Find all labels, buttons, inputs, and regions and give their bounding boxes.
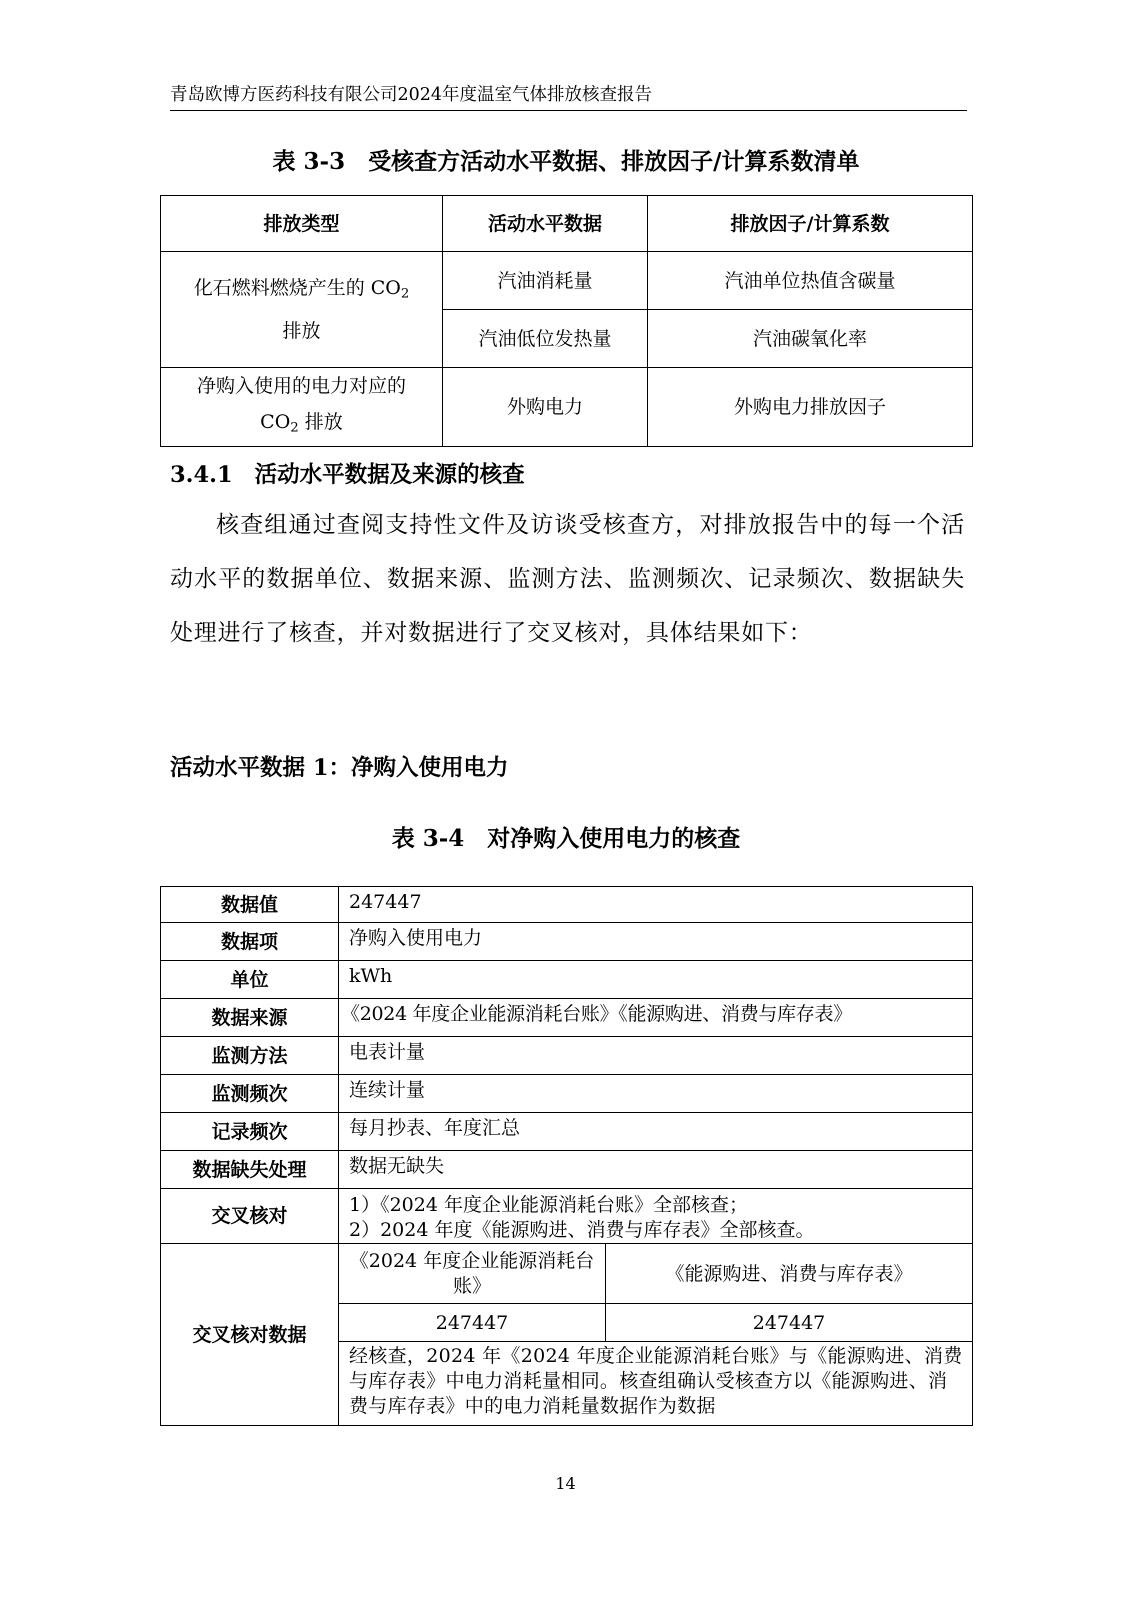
row-label: 记录频次 [161, 1113, 339, 1151]
cross-check-line: 2）2024 年度《能源购进、消费与库存表》全部核查。 [349, 1219, 815, 1241]
subheading: 活动水平数据 1：净购入使用电力 [170, 755, 509, 781]
row-value [339, 1189, 973, 1244]
row-value: 电表计量 [339, 1037, 973, 1075]
emission-type-fossil [161, 252, 443, 368]
cross-data-conclusion: 经核查，2024 年《2024 年度企业能源消耗台账》与《能源购进、消费与库存表》中电力消耗量相同。核查组确认受核查方以《能源购进、消费与库存表》中的电力消耗量数据作为数据 [339, 1342, 973, 1426]
activity-cell: 汽油低位发热量 [443, 310, 648, 368]
row-label: 单位 [161, 961, 339, 999]
cross-data-value: 247447 [606, 1304, 973, 1342]
table-header-cell: 排放因子/计算系数 [648, 196, 973, 252]
row-value: 数据无缺失 [339, 1151, 973, 1189]
cross-check-line: 1）《2024 年度企业能源消耗台账》全部核查； [349, 1194, 748, 1216]
table-3-4-caption: 表 3-4 对净购入使用电力的核查 [391, 825, 741, 852]
section-title: 活动水平数据及来源的核查 [254, 462, 525, 488]
section-heading [170, 460, 525, 490]
subscript: 2 [400, 286, 410, 302]
text-span: 排放 [298, 411, 343, 433]
row-value: 247447 [339, 887, 973, 923]
body-paragraph: 核查组通过查阅支持性文件及访谈受核查方，对排放报告中的每一个活动水平的数据单位、数据来源、监测方法、监测频次、记录频次、数据缺失处理进行了核查，并对数据进行了交叉核对，具体结果如下： [170, 512, 965, 646]
row-label: 数据来源 [161, 999, 339, 1037]
cross-data-header: 《2024 年度企业能源消耗台账》 [339, 1244, 606, 1304]
factor-cell: 汽油单位热值含碳量 [648, 252, 973, 310]
row-label: 交叉核对数据 [161, 1244, 339, 1426]
activity-cell: 外购电力 [443, 368, 648, 447]
table-header-cell: 排放类型 [161, 196, 443, 252]
row-label: 交叉核对 [161, 1189, 339, 1244]
text-span: CO [260, 411, 291, 433]
row-value: 连续计量 [339, 1075, 973, 1113]
emission-type-electricity [161, 368, 443, 447]
row-value: kWh [339, 961, 973, 999]
row-label: 监测方法 [161, 1037, 339, 1075]
section-number: 3.4.1 [170, 462, 233, 488]
page-number: 14 [555, 1474, 576, 1493]
row-value: 净购入使用电力 [339, 923, 973, 961]
table-header-cell: 活动水平数据 [443, 196, 648, 252]
text-line: 排放 [282, 319, 321, 342]
header-title: 青岛欧博方医药科技有限公司2024年度温室气体排放核查报告 [170, 85, 653, 105]
activity-cell: 汽油消耗量 [443, 252, 648, 310]
row-value: 每月抄表、年度汇总 [339, 1113, 973, 1151]
cross-data-header: 《能源购进、消费与库存表》 [606, 1244, 973, 1304]
table-3-3-caption: 表 3-3 受核查方活动水平数据、排放因子/计算系数清单 [272, 148, 860, 175]
text-span: 化石燃料燃烧产生的 CO [193, 277, 401, 300]
row-label: 数据项 [161, 923, 339, 961]
page-header [170, 82, 967, 111]
cross-data-value: 247447 [339, 1304, 606, 1342]
table-3-3 [160, 195, 973, 447]
row-label: 数据值 [161, 887, 339, 923]
factor-cell: 汽油碳氧化率 [648, 310, 973, 368]
row-label: 监测频次 [161, 1075, 339, 1113]
text-line: 净购入使用的电力对应的 [196, 375, 406, 397]
table-3-4 [160, 886, 973, 1426]
factor-cell: 外购电力排放因子 [648, 368, 973, 447]
row-label: 数据缺失处理 [161, 1151, 339, 1189]
row-value: 《2024 年度企业能源消耗台账》《能源购进、消费与库存表》 [339, 999, 973, 1037]
subscript: 2 [290, 420, 299, 436]
